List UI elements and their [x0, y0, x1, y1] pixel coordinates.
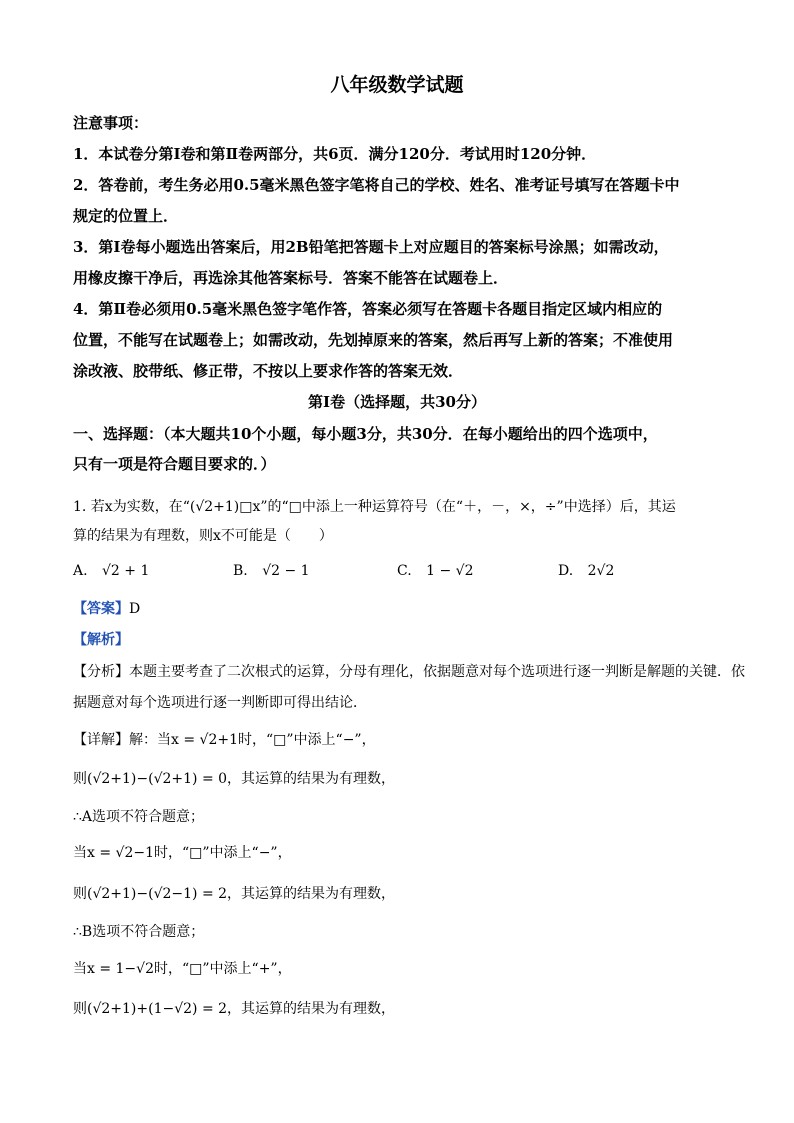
note-line: 1．本试卷分第Ⅰ卷和第Ⅱ卷两部分，共6页．满分120分．考试用时120分钟．: [73, 145, 597, 163]
analysis-line: ∴A选项不符合题意；: [73, 809, 205, 825]
answer-value: D: [129, 601, 141, 617]
note-line: 3．第Ⅰ卷每小题选出答案后，用2B铅笔把答题卡上对应题目的答案标号涂黑；如需改动，: [73, 238, 669, 256]
option-letter: D.: [558, 563, 574, 579]
analysis-line: 据题意对每个选项进行逐一判断即可得出结论．: [73, 695, 367, 711]
question-stem: 算的结果为有理数，则x不可能是（ ）: [73, 528, 333, 544]
analysis-line: 则(√2+1)−(√2+1) = 0，其运算的结果为有理数，: [73, 771, 396, 787]
option-a: [73, 563, 149, 579]
option-text: 2√2: [587, 563, 615, 579]
section-title: 第Ⅰ卷（选择题，共30分）: [308, 393, 486, 411]
question-stem: 1. 若x为实数，在“(√2+1)□x”的“□中添上一种运算符号（在“＋，－，×，÷”中选择）后，其运: [73, 499, 676, 515]
part-heading: 一、选择题：（本大题共10个小题，每小题3分，共30分．在每小题给出的四个选项中，: [73, 425, 658, 443]
option-text: √2 − 1: [262, 563, 310, 579]
analysis-line: 则(√2+1)−(√2−1) = 2，其运算的结果为有理数，: [73, 886, 396, 902]
analysis-label: 【解析】: [73, 632, 129, 648]
page-title: 八年级数学试题: [330, 74, 464, 96]
option-text: √2 + 1: [102, 563, 150, 579]
option-letter: A.: [73, 563, 88, 579]
note-line: 2．答卷前，考生务必用0.5毫米黑色签字笔将自己的学校、姓名、准考证号填写在答题卡中: [73, 176, 680, 194]
answer-label: 【答案】: [73, 601, 129, 617]
note-line: 用橡皮擦干净后，再选涂其他答案标号．答案不能答在试题卷上．: [73, 269, 509, 287]
note-line: 4．第Ⅱ卷必须用0.5毫米黑色签字笔作答，答案必须写在答题卡各题目指定区域内相应的: [73, 300, 663, 318]
analysis-line: 当x = 1−√2时，“□”中添上“+”，: [73, 961, 292, 977]
option-letter: B.: [233, 563, 248, 579]
note-line: 位置，不能写在试题卷上；如需改动，先划掉原来的答案，然后再写上新的答案；不准使用: [73, 331, 674, 349]
analysis-line: ∴B选项不符合题意；: [73, 924, 205, 940]
option-b: [233, 563, 310, 579]
analysis-line: 当x = √2−1时，“□”中添上“−”，: [73, 845, 292, 861]
part-heading: 只有一项是符合题目要求的．）: [73, 455, 276, 473]
option-text: 1 − √2: [426, 563, 474, 579]
notes-heading: 注意事项：: [73, 114, 149, 132]
analysis-line: 【分析】本题主要考查了二次根式的运算，分母有理化，依据题意对每个选项进行逐一判断是解题的关键．依: [73, 664, 745, 680]
option-d: [558, 563, 614, 579]
note-line: 规定的位置上．: [73, 207, 179, 225]
option-letter: C.: [397, 563, 412, 579]
answer-line: [73, 598, 140, 618]
note-line: 涂改液、胶带纸、修正带，不按以上要求作答的答案无效．: [73, 362, 464, 380]
option-c: [397, 563, 474, 579]
analysis-line: 【详解】解：当x = √2+1时，“□”中添上“−”，: [73, 732, 376, 748]
analysis-line: 则(√2+1)+(1−√2) = 2，其运算的结果为有理数，: [73, 1001, 396, 1017]
